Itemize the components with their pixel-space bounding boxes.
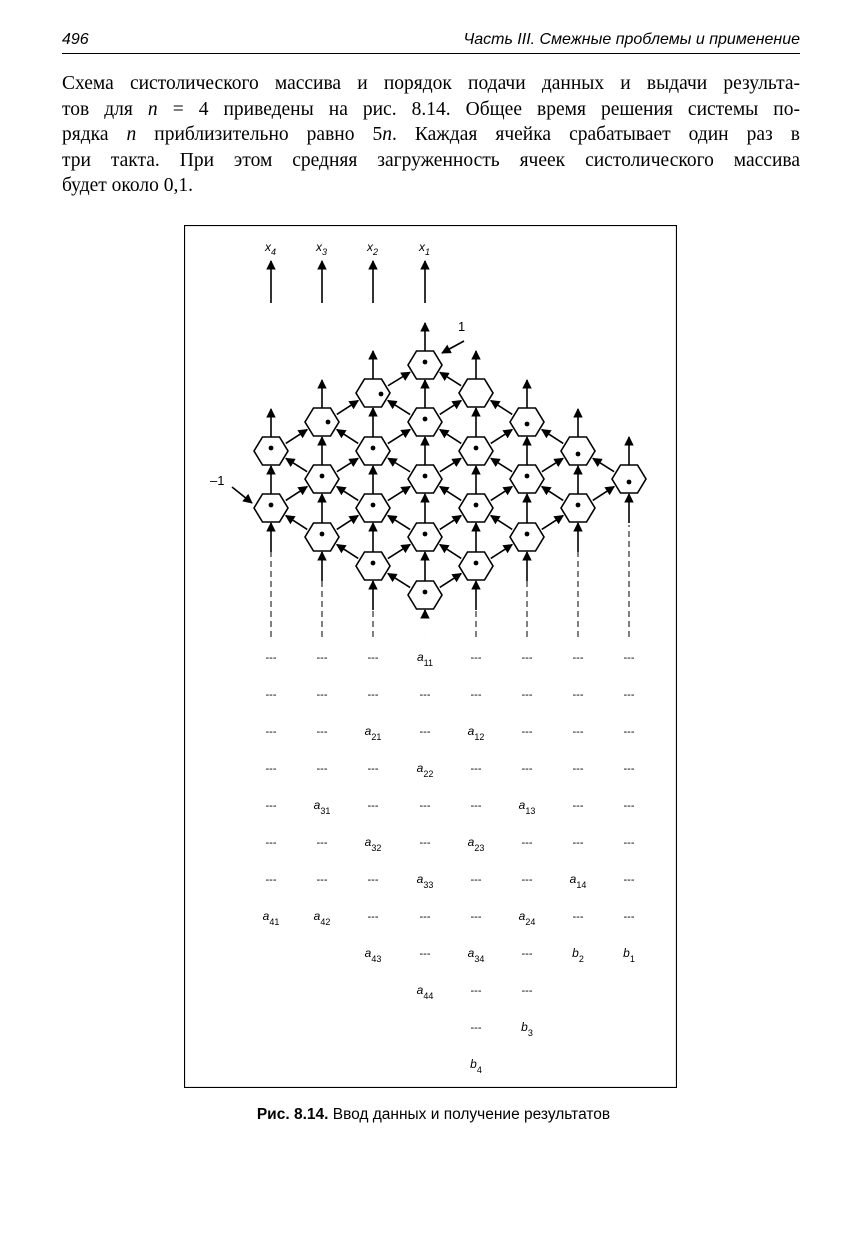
matrix-element: $a_{13}$ [518,798,536,816]
placeholder-dash: --- [419,726,431,738]
placeholder-dash: --- [572,763,584,775]
placeholder-dash: --- [572,911,584,923]
connection-arrow [388,573,410,587]
connection-arrow [337,516,358,530]
cell-dot [326,420,331,425]
processing-cell [459,379,493,407]
connection-arrow [491,516,512,530]
processing-cell [305,523,339,551]
placeholder-dash: --- [316,874,328,886]
placeholder-dash: --- [367,763,379,775]
array-cells [254,351,646,609]
processing-cell [254,437,288,465]
placeholder-dash: --- [419,689,431,701]
connection-arrow [388,515,410,529]
placeholder-dash: --- [623,763,635,775]
cell-dot [371,446,376,451]
figure-caption [0,1106,867,1124]
processing-cell [510,465,544,493]
connection-arrow [542,487,563,501]
running-header [62,31,800,54]
cell-dot [423,474,428,479]
processing-cell [561,494,595,522]
matrix-element: $a_{23}$ [467,835,485,853]
placeholder-dash: --- [367,911,379,923]
placeholder-dash: --- [367,800,379,812]
processing-cell [459,552,493,580]
matrix-element: $a_{22}$ [416,761,434,779]
connection-arrow [491,545,512,559]
placeholder-dash: --- [419,948,431,960]
cell-dot [576,452,581,457]
connection-arrow [491,458,512,471]
placeholder-dash: --- [521,837,533,849]
matrix-element: $a_{11}$ [416,650,434,668]
placeholder-dash: --- [265,726,277,738]
connection-arrow [440,458,461,471]
cell-dot [371,503,376,508]
processing-cell [510,523,544,551]
figure-drawing [184,225,677,1088]
placeholder-dash: --- [572,837,584,849]
placeholder-dash: --- [521,689,533,701]
connection-arrow [337,401,358,415]
placeholder-dash: --- [470,763,482,775]
cell-dot [423,590,428,595]
processing-cell [408,408,442,436]
matrix-element: $a_{34}$ [467,946,485,964]
placeholder-dash: --- [316,652,328,664]
connection-arrow [440,545,461,559]
placeholder-dash: --- [470,652,482,664]
connection-arrow [440,516,461,530]
placeholder-dash: --- [623,911,635,923]
placeholder-dash: --- [572,689,584,701]
placeholder-dash: --- [521,763,533,775]
placeholder-dash: --- [521,652,533,664]
processing-cell [254,494,288,522]
placeholder-dash: --- [316,837,328,849]
processing-cell [459,494,493,522]
connection-arrow [593,487,614,501]
placeholder-dash: --- [470,911,482,923]
cell-dot [576,503,581,508]
output-label: $x_1$ [419,240,431,257]
cell-dot [371,561,376,566]
connection-arrow [337,430,358,444]
input-one-label: 1 [458,319,466,334]
matrix-element: $a_{21}$ [364,724,382,742]
connection-arrow [440,430,461,444]
connection-arrow [542,430,563,444]
matrix-element: $a_{24}$ [518,909,536,927]
matrix-element: $a_{41}$ [262,909,280,927]
placeholder-dash: --- [419,837,431,849]
cell-dot [423,417,428,422]
output-label: $x_2$ [367,240,379,257]
caption-text: Ввод данных и получение результатов [328,1106,611,1123]
placeholder-dash: --- [521,726,533,738]
processing-cell [356,552,390,580]
connection-arrow [491,430,512,444]
placeholder-dash: --- [265,800,277,812]
placeholder-dash: --- [367,874,379,886]
cell-dot [269,446,274,451]
processing-cell [459,437,493,465]
connection-arrow [542,516,563,530]
placeholder-dash: --- [470,1022,482,1034]
placeholder-dash: --- [265,837,277,849]
placeholder-dash: --- [265,689,277,701]
processing-cell [356,494,390,522]
output-label: $x_4$ [265,240,277,257]
placeholder-dash: --- [470,689,482,701]
placeholder-dash: --- [470,800,482,812]
processing-cell [305,465,339,493]
connection-arrow [440,574,461,588]
connection-arrow [286,430,307,444]
placeholder-dash: --- [367,652,379,664]
connection-arrow [388,429,410,443]
placeholder-dash: --- [521,874,533,886]
connection-arrow [440,372,461,385]
connection-arrow [388,544,410,558]
input-schedule [263,650,635,1075]
connection-arrow [286,487,307,501]
placeholder-dash: --- [316,689,328,701]
body-paragraph [62,71,800,199]
cell-dot [379,392,384,397]
cell-dot [627,480,632,485]
caption-label: Рис. 8.14. [256,1106,329,1123]
connection-arrow [491,401,512,415]
processing-cell [408,351,442,379]
placeholder-dash: --- [470,874,482,886]
input-one-arrow [442,341,464,353]
placeholder-dash: --- [265,652,277,664]
running-title: Часть III. Смежные проблемы и применение [463,31,800,48]
placeholder-dash: --- [367,689,379,701]
placeholder-dash: --- [521,948,533,960]
placeholder-dash: --- [623,837,635,849]
processing-cell [305,408,339,436]
matrix-element: $b_3$ [521,1020,533,1038]
cell-dot [525,474,530,479]
cell-dot [320,474,325,479]
systolic-array-figure [184,225,677,1088]
connection-arrow [542,458,563,471]
placeholder-dash: --- [265,763,277,775]
matrix-element: $a_{12}$ [467,724,485,742]
connection-arrow [388,372,410,385]
placeholder-dash: --- [623,800,635,812]
cell-dot [474,503,479,508]
processing-cell [408,523,442,551]
matrix-element: $b_1$ [623,946,635,964]
cell-dot [320,532,325,537]
input-minus-one-arrow [232,487,252,503]
cell-dot [269,503,274,508]
processing-cell [612,465,646,493]
cell-dot [525,422,530,427]
placeholder-dash: --- [265,874,277,886]
matrix-element: $a_{42}$ [313,909,331,927]
output-label: $x_3$ [316,240,328,257]
matrix-element: $b_2$ [572,946,584,964]
connection-arrow [593,458,614,471]
placeholder-dash: --- [572,800,584,812]
connection-arrow [440,401,461,415]
processing-cell [408,581,442,609]
matrix-element: $b_4$ [470,1057,482,1075]
placeholder-dash: --- [572,652,584,664]
connection-arrow [440,487,461,501]
matrix-element: $a_{44}$ [416,983,434,1001]
processing-cell [561,437,595,465]
matrix-element: $a_{31}$ [313,798,331,816]
placeholder-dash: --- [470,985,482,997]
placeholder-dash: --- [316,726,328,738]
placeholder-dash: --- [623,874,635,886]
connection-arrow [388,458,410,471]
connection-arrow [491,487,512,501]
connection-arrow [286,458,307,471]
placeholder-dash: --- [572,726,584,738]
placeholder-dash: --- [623,726,635,738]
input-minus-one-label: –1 [210,473,225,488]
page-number: 496 [62,31,89,48]
paragraph-line: будет около 0,1. [62,175,194,196]
matrix-element: $a_{14}$ [569,872,587,890]
paragraph-line: три такта. При этом средняя загруженность ячеек систолического массива [62,149,800,171]
connection-arrow [337,487,358,501]
processing-cell [356,437,390,465]
connection-arrow [286,516,307,530]
processing-cell [408,465,442,493]
paragraph-line: тов для n = 4 приведены на рис. 8.14. Общее время решения системы по- [62,98,800,120]
matrix-element: $a_{32}$ [364,835,382,853]
placeholder-dash: --- [521,985,533,997]
placeholder-dash: --- [623,689,635,701]
connection-arrow [337,545,358,559]
cell-dot [474,561,479,566]
matrix-element: $a_{33}$ [416,872,434,890]
placeholder-dash: --- [419,911,431,923]
placeholder-dash: --- [419,800,431,812]
connection-arrow [337,458,358,471]
connection-arrow [388,400,410,414]
cell-dot [423,532,428,537]
paragraph-line: рядка n приблизительно равно 5n. Каждая ячейка срабатывает один раз в [62,124,800,145]
paragraph-line: Схема систолического массива и порядок подачи данных и выдачи результа- [62,73,800,94]
placeholder-dash: --- [623,652,635,664]
matrix-element: $a_{43}$ [364,946,382,964]
cell-dot [423,360,428,365]
placeholder-dash: --- [316,763,328,775]
processing-cell [356,379,390,407]
cell-dot [525,532,530,537]
cell-dot [474,446,479,451]
connection-arrow [388,486,410,500]
